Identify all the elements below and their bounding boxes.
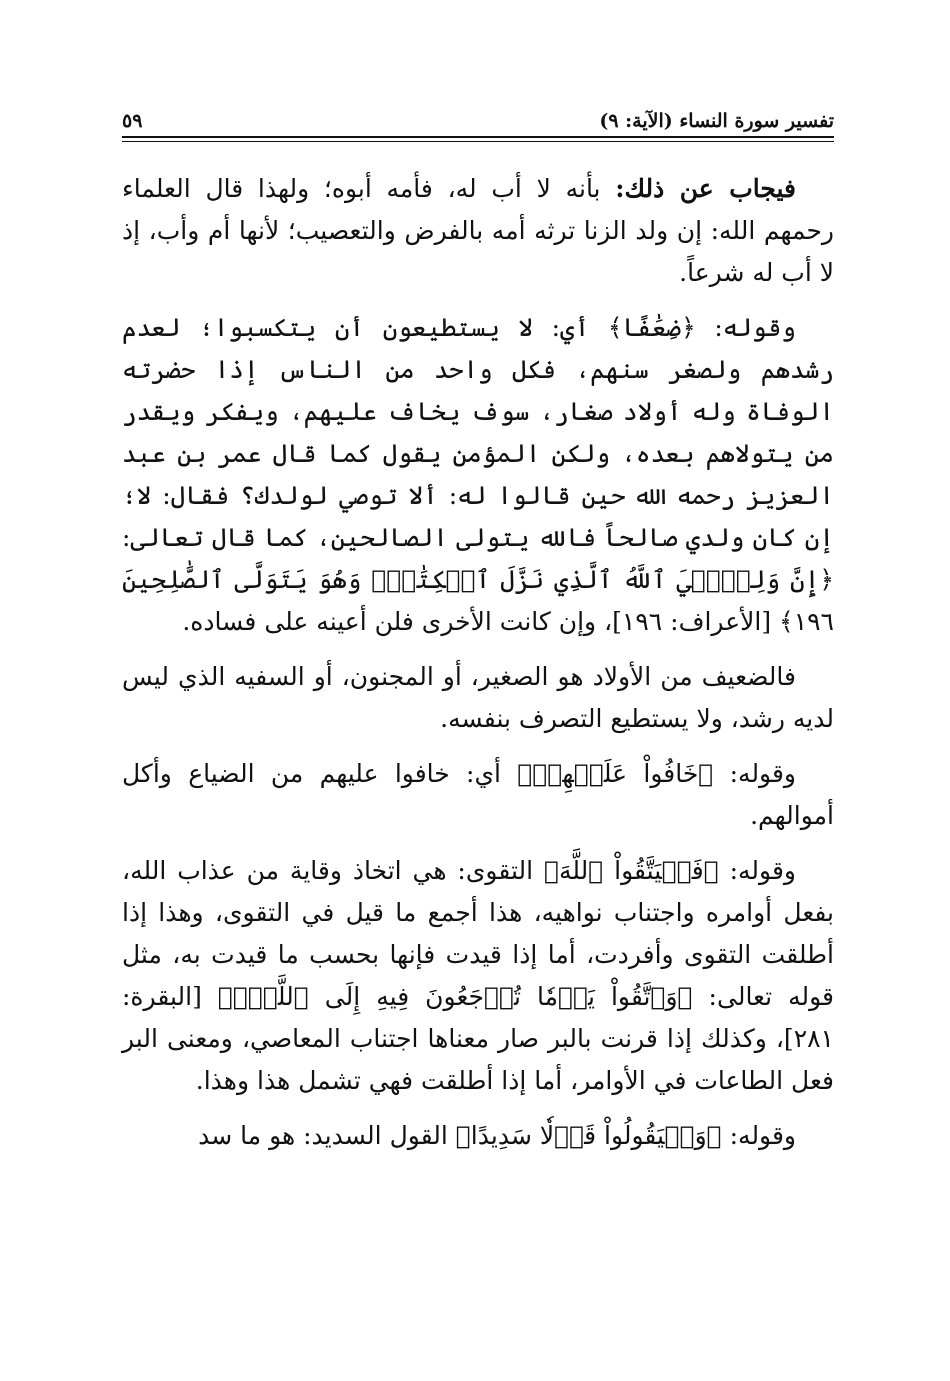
page-number: ٥٩ — [122, 110, 143, 132]
chapter-title: تفسير سورة النساء (الآية: ٩) — [599, 110, 834, 132]
paragraph: وقوله: ﴿ضِعَٰفًا﴾ أي: لا يستطيعون أن يتكسبوا؛ لعدم رشدهم ولصغر سنهم، فكل واحد من الناس إذا حضرته الوفاة وله أولاد صغار، سوف يخاف عليهم، ويفكر ويقدر من يتولاهم بعده، ولكن المؤمن يقول كما قال عمر بن عبد العزيز رحمه الله حين قالوا له: ألا توصي لولدك؟ فقال: لا؛ إن كان ولدي صالحاً فالله يتولى الصالحين، كما قال تعالى: ﴿إِنَّ وَلِـِّۧيَ ٱللَّهُ ٱلَّذِي نَزَّلَ ٱلۡكِتَٰبَۖ وَهُوَ يَتَوَلَّى ٱلصَّٰلِحِينَ ١٩٦﴾ [الأعراف: ١٩٦]، وإن كانت الأخرى فلن أعينه على فساده. — [122, 313, 834, 636]
main-text — [122, 168, 834, 1170]
paragraph-text: بأنه لا أب له، فأمه أبوه؛ ولهذا قال العلماء رحمهم الله: إن ولد الزنا ترثه أمه بالفرض والتعصيب؛ لأنها أم وأب، إذ لا أب له شرعاً. — [122, 174, 834, 287]
header-rule-thin — [122, 141, 834, 142]
paragraph: وقوله: ﴿وَلۡيَقُولُواْ قَوۡلٗا سَدِيدًا﴾ القول السديد: هو ما سد — [198, 1121, 796, 1150]
paragraph: وقوله: ﴿خَافُواْ عَلَيۡهِمۡ﴾ أي: خافوا عليهم من الضياع وأكل أموالهم. — [122, 759, 834, 830]
paragraph: فالضعيف من الأولاد هو الصغير، أو المجنون، أو السفيه الذي ليس لديه رشد، ولا يستطيع التصرف بنفسه. — [122, 662, 834, 733]
paragraph — [122, 168, 834, 294]
paragraph-lead: فيجاب عن ذلك: — [615, 174, 796, 203]
paragraph: وقوله: ﴿فَلۡيَتَّقُواْ ٱللَّهَ﴾ التقوى: هي اتخاذ وقاية من عذاب الله، بفعل أوامره واجتناب نواهيه، هذا أجمع ما قيل في التقوى، وهذا إذا أطلقت التقوى وأفردت، أما إذا قيدت فإنها بحسب ما قيدت به، مثل قوله تعالى: ﴿وَٱتَّقُواْ يَوۡمٗا تُرۡجَعُونَ فِيهِ إِلَى ٱللَّهِۖ﴾ [البقرة: ٢٨١]، وكذلك إذا قرنت بالبر صار معناها اجتناب المعاصي، ومعنى البر فعل الطاعات في الأوامر، أما إذا أطلقت فهي تشمل هذا وهذا. — [122, 856, 834, 1095]
header-rule-thick — [122, 136, 834, 138]
running-header — [122, 96, 834, 132]
